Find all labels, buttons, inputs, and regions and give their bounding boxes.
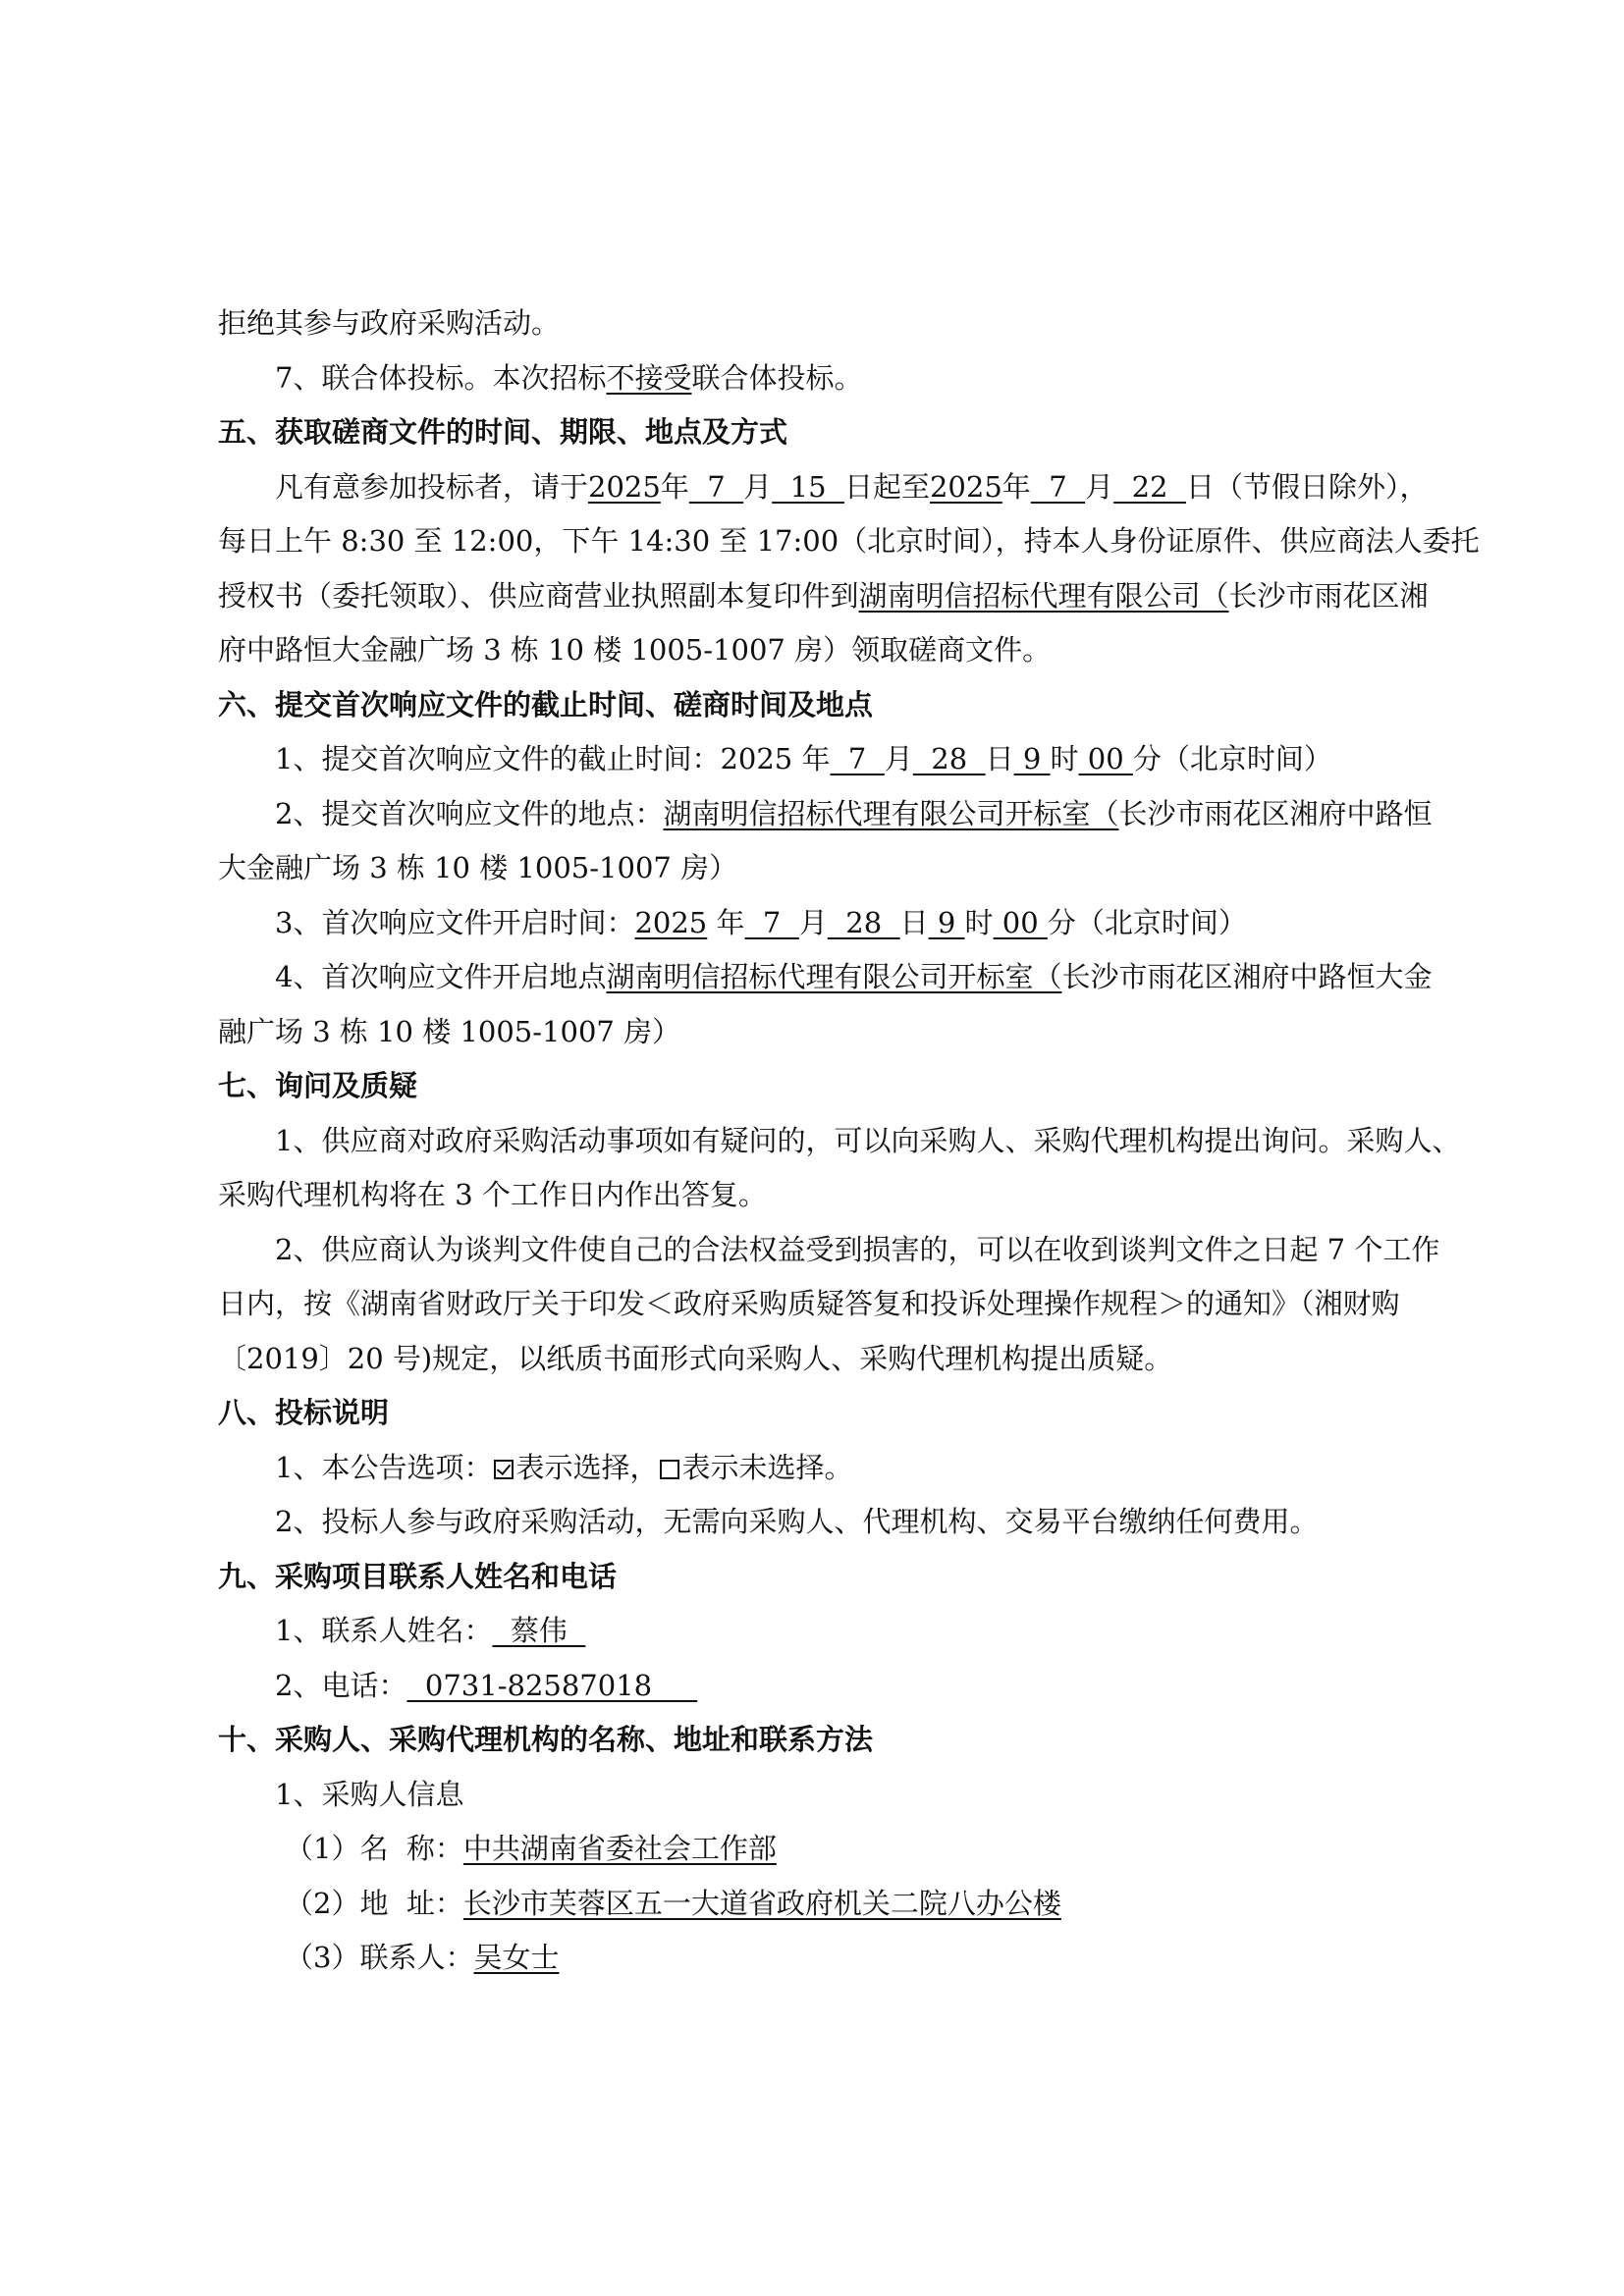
section-heading-8: 八、投标说明 bbox=[218, 1396, 390, 1429]
item-open-time bbox=[218, 896, 1435, 951]
paragraph-obtain-hours: 每日上午 8:30 至 12:00，下午 14:30 至 17:00（北京时间），持本人身份证原件、供应商法人委托 bbox=[218, 524, 1480, 558]
text: 日 bbox=[899, 905, 929, 939]
section-heading-9: 九、采购项目联系人姓名和电话 bbox=[218, 1559, 618, 1593]
text: 日 bbox=[985, 742, 1014, 775]
text: 长沙市雨花区湘府中路恒 bbox=[1118, 796, 1433, 830]
text: 1、联系人姓名： bbox=[275, 1614, 493, 1647]
item-inquiry: 1、供应商对政府采购活动事项如有疑问的，可以向采购人、采购代理机构提出询问。采购人、 bbox=[275, 1123, 1461, 1157]
underlined-value: 湖南明信招标代理有限公司（ bbox=[858, 578, 1229, 613]
year-value: 2025 bbox=[588, 469, 661, 504]
item-no-fees: 2、投标人参与政府采购活动，无需向采购人、代理机构、交易平台缴纳任何费用。 bbox=[275, 1505, 1319, 1538]
document-page bbox=[218, 296, 1480, 1986]
text: 时 bbox=[964, 905, 994, 939]
item-submit-location bbox=[218, 787, 1435, 842]
text: 年 bbox=[707, 905, 745, 939]
day-value: 15 bbox=[772, 469, 844, 504]
text: 3、首次响应文件开启时间： bbox=[275, 905, 635, 939]
field-value: 吴女士 bbox=[473, 1941, 560, 1974]
text: 2、提交首次响应文件的地点： bbox=[275, 796, 664, 830]
purchaser-name bbox=[218, 1822, 1435, 1877]
phone-value: 0731-82587018 bbox=[406, 1668, 698, 1702]
item-open-location bbox=[218, 950, 1435, 1005]
paragraph-obtain-address: 府中路恒大金融广场 3 栋 10 楼 1005-1007 房）领取磋商文件。 bbox=[218, 633, 1052, 667]
purchaser-info-title: 1、采购人信息 bbox=[275, 1777, 464, 1811]
section-heading-6: 六、提交首次响应文件的截止时间、磋商时间及地点 bbox=[218, 687, 874, 721]
item-submit-location-cont: 大金融广场 3 栋 10 楼 1005-1007 房） bbox=[218, 851, 738, 884]
underlined-value: 不接受 bbox=[606, 360, 692, 395]
text: 1、本公告选项： bbox=[275, 1450, 493, 1484]
paragraph-obtain-docs bbox=[218, 569, 1435, 624]
paragraph-refuse bbox=[218, 296, 1435, 351]
minute-value: 00 bbox=[1078, 742, 1133, 775]
text: 4、首次响应文件开启地点 bbox=[275, 960, 607, 993]
text: 2、电话： bbox=[275, 1668, 407, 1702]
unchecked-box-icon bbox=[660, 1460, 679, 1479]
item-options-legend bbox=[218, 1441, 1435, 1496]
text: 长沙市雨花区湘 bbox=[1228, 578, 1429, 613]
field-value: 长沙市芙蓉区五一大道省政府机关二院八办公楼 bbox=[462, 1886, 1061, 1920]
text: 表示选择， bbox=[515, 1450, 659, 1484]
text: 7、联合体投标。本次招标 bbox=[275, 360, 607, 395]
item-challenge: 2、供应商认为谈判文件使自己的合法权益受到损害的，可以在收到谈判文件之日起 7 个工作 bbox=[275, 1232, 1440, 1266]
text: 分（北京时间） bbox=[1047, 905, 1247, 939]
month-value: 7 bbox=[744, 905, 799, 939]
field-label: （2）地 址： bbox=[285, 1886, 463, 1920]
contact-name-value: 蔡伟 bbox=[492, 1614, 586, 1647]
section-heading-10: 十、采购人、采购代理机构的名称、地址和联系方法 bbox=[218, 1723, 874, 1756]
item-deadline bbox=[218, 732, 1435, 787]
underlined-value: 湖南明信招标代理有限公司开标室（ bbox=[606, 960, 1062, 993]
year-value: 2025 bbox=[634, 905, 708, 939]
text: 分（北京时间） bbox=[1132, 742, 1332, 775]
field-label: （3）联系人： bbox=[285, 1941, 474, 1974]
hour-value: 9 bbox=[1013, 742, 1051, 775]
hour-value: 9 bbox=[928, 905, 965, 939]
text: 凡有意参加投标者，请于 bbox=[275, 469, 589, 504]
underlined-value: 湖南明信招标代理有限公司开标室（ bbox=[663, 796, 1119, 830]
item-7-consortium bbox=[218, 351, 1435, 406]
text: 时 bbox=[1050, 742, 1079, 775]
text: 日起至 bbox=[843, 469, 930, 504]
month-value: 7 bbox=[688, 469, 744, 504]
text: 1、提交首次响应文件的截止时间：2025 年 bbox=[275, 742, 831, 775]
paragraph-obtain-dates bbox=[218, 460, 1435, 515]
text: 拒绝其参与政府采购活动。 bbox=[218, 306, 561, 340]
purchaser-address bbox=[218, 1877, 1435, 1932]
day-value: 22 bbox=[1113, 469, 1186, 504]
item-inquiry-cont: 采购代理机构将在 3 个工作日内作出答复。 bbox=[218, 1178, 767, 1211]
purchaser-contact bbox=[218, 1931, 1435, 1986]
checked-box-icon bbox=[494, 1460, 514, 1479]
minute-value: 00 bbox=[993, 905, 1048, 939]
month-value: 7 bbox=[830, 742, 885, 775]
item-challenge-cont2: 〔2019〕20 号)规定，以纸质书面形式向采购人、采购代理机构提出质疑。 bbox=[218, 1341, 1173, 1375]
text: 月 bbox=[798, 905, 828, 939]
section-heading-7: 七、询问及质疑 bbox=[218, 1069, 418, 1102]
text: 月 bbox=[884, 742, 913, 775]
item-contact-phone bbox=[218, 1659, 1435, 1714]
field-label: （1）名 称： bbox=[285, 1832, 463, 1865]
text: 授权书（委托领取）、供应商营业执照副本复印件到 bbox=[218, 578, 859, 613]
item-open-location-cont: 融广场 3 栋 10 楼 1005-1007 房） bbox=[218, 1014, 681, 1048]
text: 年 bbox=[1001, 469, 1031, 504]
item-challenge-cont: 日内，按《湖南省财政厅关于印发＜政府采购质疑答复和投诉处理操作规程＞的通知》（湘财购 bbox=[218, 1287, 1400, 1320]
day-value: 28 bbox=[912, 742, 986, 775]
section-heading-5: 五、获取磋商文件的时间、期限、地点及方式 bbox=[218, 415, 788, 449]
text: 日（节假日除外）， bbox=[1185, 469, 1429, 504]
text: 月 bbox=[743, 469, 773, 504]
text: 长沙市雨花区湘府中路恒大金 bbox=[1061, 960, 1433, 993]
day-value: 28 bbox=[827, 905, 900, 939]
text: 年 bbox=[660, 469, 689, 504]
year-value: 2025 bbox=[929, 469, 1002, 504]
field-value: 中共湖南省委社会工作部 bbox=[462, 1832, 777, 1865]
item-contact-name bbox=[218, 1604, 1435, 1659]
text: 表示未选择。 bbox=[681, 1450, 853, 1484]
text: 月 bbox=[1085, 469, 1114, 504]
month-value: 7 bbox=[1030, 469, 1086, 504]
text: 联合体投标。 bbox=[691, 360, 863, 395]
